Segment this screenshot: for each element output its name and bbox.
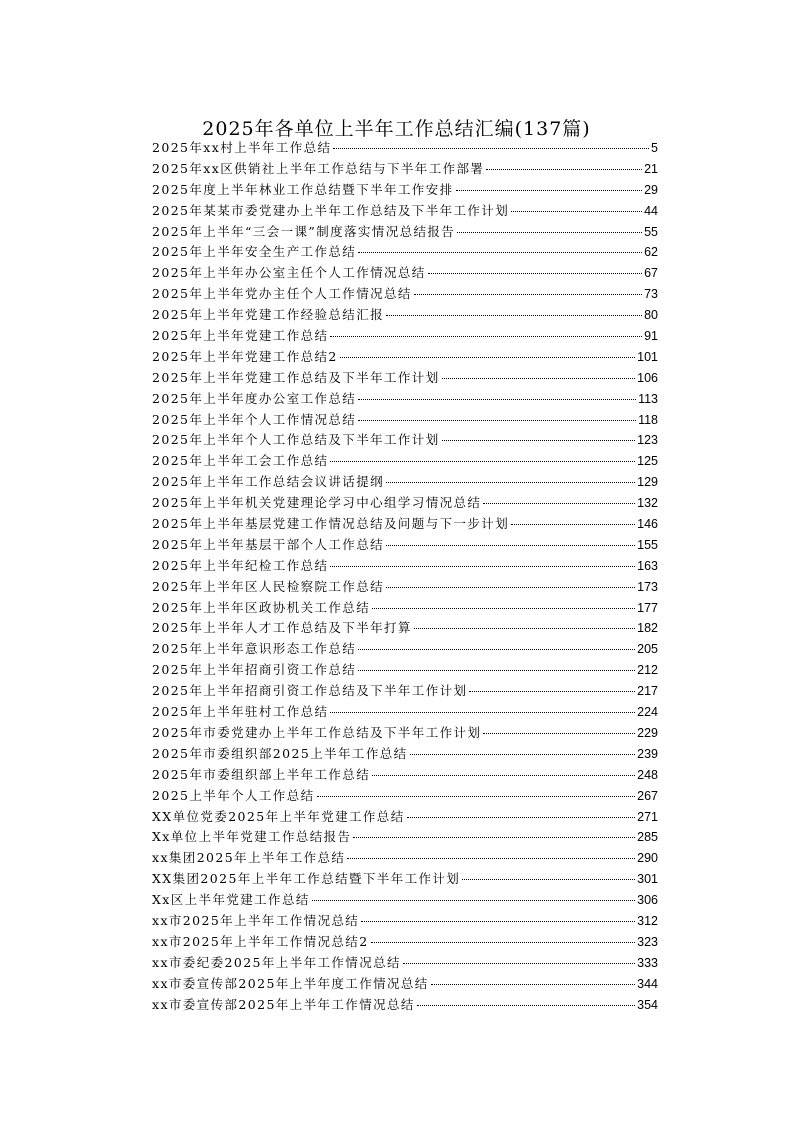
toc-entry-page-number: 323 <box>637 934 658 949</box>
toc-entry-page-number: 239 <box>637 746 658 761</box>
toc-entry[interactable] <box>152 138 658 159</box>
toc-entry-page-number: 62 <box>644 245 658 260</box>
toc-entry[interactable] <box>152 953 658 974</box>
toc-entry-title: 2025年某某市委党建办上半年工作总结及下半年工作计划 <box>152 202 510 218</box>
toc-entry-title: 2025年上半年工会工作总结 <box>152 453 329 469</box>
toc-entry[interactable] <box>152 389 658 410</box>
toc-entry-title: 2025年上半年基层干部个人工作总结 <box>152 536 385 552</box>
toc-entry-page-number: 290 <box>637 851 658 866</box>
toc-entry-title: xx市委宣传部2025年上半年工作情况总结 <box>152 996 415 1012</box>
toc-entry-title: 2025上半年个人工作总结 <box>152 787 315 803</box>
toc-dot-leader <box>371 942 636 943</box>
toc-entry[interactable] <box>152 932 658 953</box>
toc-dot-leader <box>340 357 635 358</box>
toc-entry[interactable] <box>152 639 658 660</box>
toc-entry-page-number: 101 <box>637 349 658 364</box>
toc-dot-leader <box>372 608 635 609</box>
toc-entry-page-number: 212 <box>637 663 658 678</box>
toc-dot-leader <box>456 190 643 191</box>
toc-entry[interactable] <box>152 159 658 180</box>
toc-entry-page-number: 146 <box>637 517 658 532</box>
toc-entry-page-number: 354 <box>637 997 658 1012</box>
toc-entry-page-number: 306 <box>637 893 658 908</box>
toc-dot-leader <box>358 420 636 421</box>
toc-entry-page-number: 267 <box>637 788 658 803</box>
toc-entry-page-number: 5 <box>651 141 658 155</box>
table-of-contents <box>152 138 658 1015</box>
toc-entry-page-number: 44 <box>644 203 658 218</box>
toc-dot-leader <box>483 733 635 734</box>
toc-entry-page-number: 123 <box>637 433 658 448</box>
toc-dot-leader <box>442 440 636 441</box>
toc-entry[interactable] <box>152 618 658 639</box>
toc-dot-leader <box>317 796 636 797</box>
toc-entry-page-number: 106 <box>637 370 658 385</box>
toc-entry[interactable] <box>152 807 658 828</box>
toc-entry[interactable] <box>152 598 658 619</box>
toc-entry-page-number: 80 <box>644 308 658 323</box>
toc-entry-title: 2025年上半年党建工作经验总结汇报 <box>152 307 385 323</box>
toc-entry[interactable] <box>152 410 658 431</box>
toc-entry-page-number: 29 <box>644 182 658 197</box>
toc-entry-title: 2025年上半年招商引资工作总结 <box>152 662 357 678</box>
toc-dot-leader <box>486 169 642 170</box>
toc-entry-page-number: 224 <box>637 705 658 720</box>
toc-entry[interactable] <box>152 995 658 1016</box>
toc-dot-leader <box>330 461 635 462</box>
toc-entry-title: xx市2025年上半年工作情况总结 <box>152 912 360 928</box>
toc-dot-leader <box>353 837 635 838</box>
toc-entry-title: Xx单位上半年党建工作总结报告 <box>152 829 352 845</box>
toc-dot-leader <box>358 252 642 253</box>
toc-entry-page-number: 163 <box>637 558 658 573</box>
toc-dot-leader <box>333 148 649 149</box>
toc-dot-leader <box>428 273 642 274</box>
toc-dot-leader <box>358 649 635 650</box>
toc-entry-page-number: 55 <box>644 224 658 239</box>
toc-entry[interactable] <box>152 786 658 807</box>
toc-entry-title: 2025年上半年人才工作总结及下半年打算 <box>152 620 412 636</box>
toc-entry-title: 2025年上半年党建工作总结及下半年工作计划 <box>152 369 440 385</box>
toc-entry[interactable] <box>152 180 658 201</box>
toc-entry-page-number: 312 <box>637 913 658 928</box>
toc-dot-leader <box>386 545 635 546</box>
toc-dot-leader <box>442 378 636 379</box>
toc-entry[interactable] <box>152 535 658 556</box>
toc-entry[interactable] <box>152 242 658 263</box>
toc-entry[interactable] <box>152 848 658 869</box>
toc-entry[interactable] <box>152 472 658 493</box>
toc-dot-leader <box>483 503 635 504</box>
toc-entry-page-number: 125 <box>637 454 658 469</box>
toc-entry[interactable] <box>152 305 658 326</box>
toc-entry-title: 2025年市委党建办上半年工作总结及下半年工作计划 <box>152 724 482 740</box>
toc-entry-page-number: 21 <box>644 161 658 176</box>
toc-entry-page-number: 285 <box>637 830 658 845</box>
toc-entry-title: 2025年上半年区人民检察院工作总结 <box>152 578 385 594</box>
toc-dot-leader <box>410 754 636 755</box>
toc-entry[interactable] <box>152 222 658 243</box>
toc-entry[interactable] <box>152 702 658 723</box>
toc-entry-page-number: 67 <box>644 266 658 281</box>
toc-entry-page-number: 118 <box>638 412 658 427</box>
toc-entry-title: 2025年上半年个人工作总结及下半年工作计划 <box>152 432 440 448</box>
toc-entry[interactable] <box>152 681 658 702</box>
toc-entry-page-number: 129 <box>637 475 658 490</box>
toc-entry-page-number: 271 <box>637 809 658 824</box>
toc-entry[interactable] <box>152 263 658 284</box>
toc-entry-title: xx市委宣传部2025年上半年度工作情况总结 <box>152 975 429 991</box>
toc-entry[interactable] <box>152 556 658 577</box>
toc-entry-title: xx市2025年上半年工作情况总结2 <box>152 933 369 949</box>
toc-entry-page-number: 333 <box>637 955 658 970</box>
toc-entry-title: Xx区上半年党建工作总结 <box>152 892 310 908</box>
toc-dot-leader <box>417 1005 635 1006</box>
toc-entry-title: 2025年xx村上半年工作总结 <box>152 140 332 155</box>
toc-entry[interactable] <box>152 911 658 932</box>
toc-entry-title: 2025年xx区供销社上半年工作总结与下半年工作部署 <box>152 160 485 176</box>
toc-entry-page-number: 173 <box>637 579 658 594</box>
toc-entry-title: 2025年上半年党建工作总结 <box>152 328 329 344</box>
toc-entry[interactable] <box>152 869 658 890</box>
toc-dot-leader <box>386 482 635 483</box>
toc-entry-page-number: 344 <box>637 976 658 991</box>
toc-dot-leader <box>457 232 642 233</box>
toc-entry-page-number: 155 <box>637 537 658 552</box>
toc-dot-leader <box>330 336 642 337</box>
toc-entry-title: xx集团2025年上半年工作总结 <box>152 850 346 866</box>
toc-entry-title: 2025年上半年基层党建工作情况总结及问题与下一步计划 <box>152 516 510 532</box>
toc-entry-title: 2025年上半年办公室主任个人工作情况总结 <box>152 265 426 281</box>
toc-entry-title: 2025年市委组织部上半年工作总结 <box>152 766 371 782</box>
toc-entry-title: XX集团2025年上半年工作总结暨下半年工作计划 <box>152 871 461 887</box>
toc-entry[interactable] <box>152 284 658 305</box>
toc-entry-title: 2025年上半年驻村工作总结 <box>152 704 329 720</box>
toc-entry[interactable] <box>152 890 658 911</box>
toc-dot-leader <box>469 691 635 692</box>
toc-entry[interactable] <box>152 451 658 472</box>
toc-dot-leader <box>431 984 635 985</box>
toc-dot-leader <box>312 900 635 901</box>
toc-entry-page-number: 182 <box>637 621 658 636</box>
toc-dot-leader <box>372 775 635 776</box>
toc-entry-title: XX单位党委2025年上半年党建工作总结 <box>152 808 405 824</box>
toc-entry[interactable] <box>152 827 658 848</box>
toc-entry-title: 2025年上半年个人工作情况总结 <box>152 411 357 427</box>
toc-entry-title: 2025年上半年招商引资工作总结及下半年工作计划 <box>152 683 468 699</box>
toc-entry-title: 2025年上半年意识形态工作总结 <box>152 641 357 657</box>
toc-dot-leader <box>358 670 635 671</box>
toc-entry[interactable] <box>152 744 658 765</box>
toc-entry[interactable] <box>152 974 658 995</box>
toc-entry-title: 2025年上半年党办主任个人工作情况总结 <box>152 286 412 302</box>
toc-dot-leader <box>347 858 635 859</box>
toc-entry[interactable] <box>152 347 658 368</box>
toc-entry-title: 2025年市委组织部2025上半年工作总结 <box>152 745 408 761</box>
toc-entry[interactable] <box>152 201 658 222</box>
toc-entry-title: 2025年上半年区政协机关工作总结 <box>152 599 371 615</box>
toc-dot-leader <box>511 524 635 525</box>
toc-entry[interactable] <box>152 430 658 451</box>
toc-entry-title: 2025年上半年机关党建理论学习中心组学习情况总结 <box>152 495 482 511</box>
toc-dot-leader <box>330 566 635 567</box>
toc-entry-title: 2025年度上半年林业工作总结暨下半年工作安排 <box>152 181 454 197</box>
toc-entry[interactable] <box>152 493 658 514</box>
toc-entry-page-number: 248 <box>637 767 658 782</box>
toc-entry-page-number: 113 <box>638 391 658 406</box>
toc-entry[interactable] <box>152 765 658 786</box>
toc-entry[interactable] <box>152 577 658 598</box>
toc-dot-leader <box>414 628 635 629</box>
toc-dot-leader <box>330 712 635 713</box>
toc-entry-page-number: 205 <box>637 642 658 657</box>
toc-entry-title: 2025年上半年度办公室工作总结 <box>152 390 357 406</box>
toc-entry-page-number: 73 <box>644 287 658 302</box>
toc-entry[interactable] <box>152 368 658 389</box>
toc-entry-page-number: 301 <box>637 872 658 887</box>
toc-entry-page-number: 229 <box>637 725 658 740</box>
toc-dot-leader <box>511 211 642 212</box>
toc-entry-title: xx市委纪委2025年上半年工作情况总结 <box>152 954 401 970</box>
toc-entry[interactable] <box>152 660 658 681</box>
toc-entry-page-number: 177 <box>637 600 658 615</box>
toc-entry-title: 2025年上半年党建工作总结2 <box>152 348 338 364</box>
toc-dot-leader <box>361 921 635 922</box>
toc-entry[interactable] <box>152 326 658 347</box>
toc-entry-page-number: 91 <box>644 329 658 344</box>
toc-entry-title: 2025年上半年“三会一课”制度落实情况总结报告 <box>152 223 456 239</box>
toc-entry-title: 2025年上半年安全生产工作总结 <box>152 244 357 260</box>
toc-dot-leader <box>462 879 635 880</box>
toc-dot-leader <box>403 963 635 964</box>
toc-dot-leader <box>386 587 635 588</box>
toc-entry[interactable] <box>152 514 658 535</box>
toc-dot-leader <box>407 817 636 818</box>
toc-entry-title: 2025年上半年纪检工作总结 <box>152 557 329 573</box>
toc-entry-page-number: 217 <box>637 684 658 699</box>
toc-dot-leader <box>386 315 642 316</box>
document-title: 2025年各单位上半年工作总结汇编(137篇) <box>202 117 591 140</box>
toc-entry-title: 2025年上半年工作总结会议讲话提纲 <box>152 474 385 490</box>
toc-entry[interactable] <box>152 723 658 744</box>
toc-dot-leader <box>414 294 642 295</box>
toc-entry-page-number: 132 <box>637 496 658 511</box>
toc-dot-leader <box>358 399 636 400</box>
